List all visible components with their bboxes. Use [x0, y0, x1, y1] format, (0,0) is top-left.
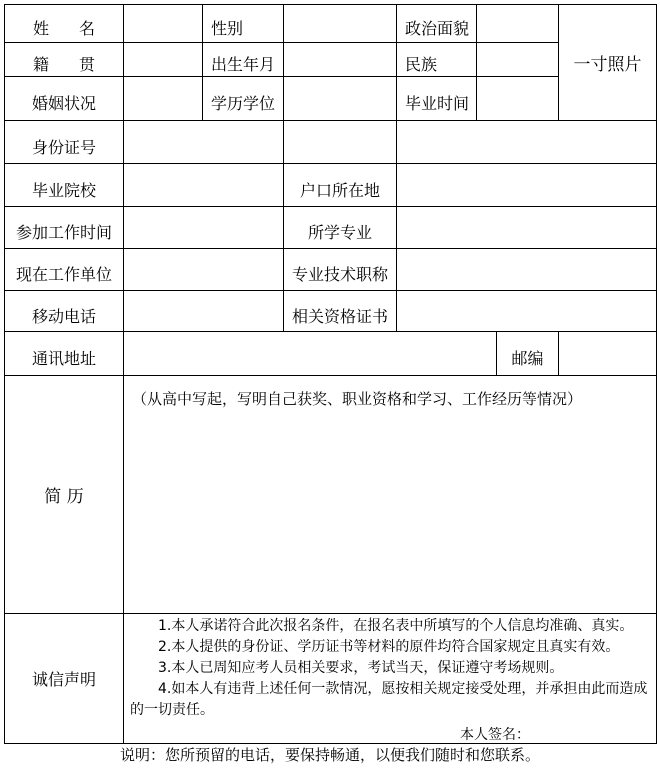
major-field[interactable]	[396, 206, 657, 249]
school-field[interactable]	[123, 163, 284, 207]
certificate-field[interactable]	[396, 290, 657, 332]
marital-field[interactable]	[123, 76, 203, 121]
graduation-time-field[interactable]	[476, 76, 559, 121]
political-field[interactable]	[476, 4, 559, 43]
declaration-body	[123, 613, 657, 744]
political-label: 政治面貌	[396, 4, 477, 43]
employer-label: 现在工作单位	[4, 248, 124, 291]
address-label: 通讯地址	[4, 331, 124, 376]
title-field[interactable]	[396, 248, 657, 291]
photo-box[interactable]	[558, 4, 657, 121]
postcode-field[interactable]	[558, 331, 657, 376]
resume-field[interactable]	[123, 375, 657, 614]
degree-field[interactable]	[283, 76, 397, 121]
declaration-item-1: 1.本人承诺符合此次报名条件，在报名表中所填写的个人信息均准确、真实。	[158, 618, 634, 634]
postcode-label: 邮编	[496, 331, 559, 376]
name-label	[4, 4, 124, 43]
gender-label-char2: 别	[227, 19, 244, 38]
gender-label-char1: 性	[211, 19, 228, 38]
employer-field[interactable]	[123, 248, 284, 291]
id-number-field-2[interactable]	[283, 120, 397, 164]
address-field[interactable]	[123, 331, 497, 376]
graduation-time-label: 毕业时间	[396, 76, 477, 121]
mobile-field[interactable]	[123, 290, 284, 332]
name-label-char2: 名	[78, 19, 95, 38]
resume-hint: （从高中写起，写明自己获奖、职业资格和学习、工作经历等情况）	[132, 390, 583, 408]
gender-field[interactable]	[283, 4, 397, 43]
declaration-item-2: 2.本人提供的身份证、学历证书等材料的原件均符合国家规定且真实有效。	[158, 639, 620, 655]
marital-label: 婚姻状况	[4, 76, 124, 121]
photo-label: 一寸照片	[573, 55, 642, 75]
native-place-label	[4, 42, 124, 77]
mobile-label: 移动电话	[4, 290, 124, 332]
hukou-field[interactable]	[396, 163, 657, 207]
id-number-field-3[interactable]	[396, 120, 657, 164]
id-number-field[interactable]	[123, 120, 284, 164]
school-label: 毕业院校	[4, 163, 124, 207]
ethnic-label	[396, 42, 477, 77]
name-field[interactable]	[123, 4, 203, 43]
degree-label: 学历学位	[202, 76, 284, 121]
ethnic-label-char1: 民	[405, 55, 422, 74]
native-label-char1: 籍	[33, 55, 50, 74]
signature-label: 本人签名：	[460, 727, 530, 743]
hukou-label: 户口所在地	[283, 163, 397, 207]
resume-label: 简 历	[4, 375, 124, 614]
work-start-field[interactable]	[123, 206, 284, 249]
birth-field[interactable]	[283, 42, 397, 77]
native-place-field[interactable]	[123, 42, 203, 77]
ethnic-label-char2: 族	[421, 55, 438, 74]
ethnic-field[interactable]	[476, 42, 559, 77]
id-number-label: 身份证号	[4, 120, 124, 164]
declaration-item-3: 3.本人已周知应考人员相关要求，考试当天，保证遵守考场规则。	[158, 660, 564, 676]
declaration-item-4: 4.如本人有违背上述任何一款情况，愿按相关规定接受处理，并承担由此而造成的一切责任。	[130, 681, 648, 718]
title-label: 专业技术职称	[283, 248, 397, 291]
birth-label: 出生年月	[202, 42, 284, 77]
gender-label	[202, 4, 284, 43]
major-label: 所学专业	[283, 206, 397, 249]
name-label-char1: 姓	[33, 19, 50, 38]
work-start-label: 参加工作时间	[4, 206, 124, 249]
footer-note: 说明：您所预留的电话，要保持畅通，以便我们随时和您联系。	[119, 746, 540, 764]
native-label-char2: 贯	[78, 55, 95, 74]
certificate-label: 相关资格证书	[283, 290, 397, 332]
declaration-label: 诚信声明	[4, 613, 124, 744]
